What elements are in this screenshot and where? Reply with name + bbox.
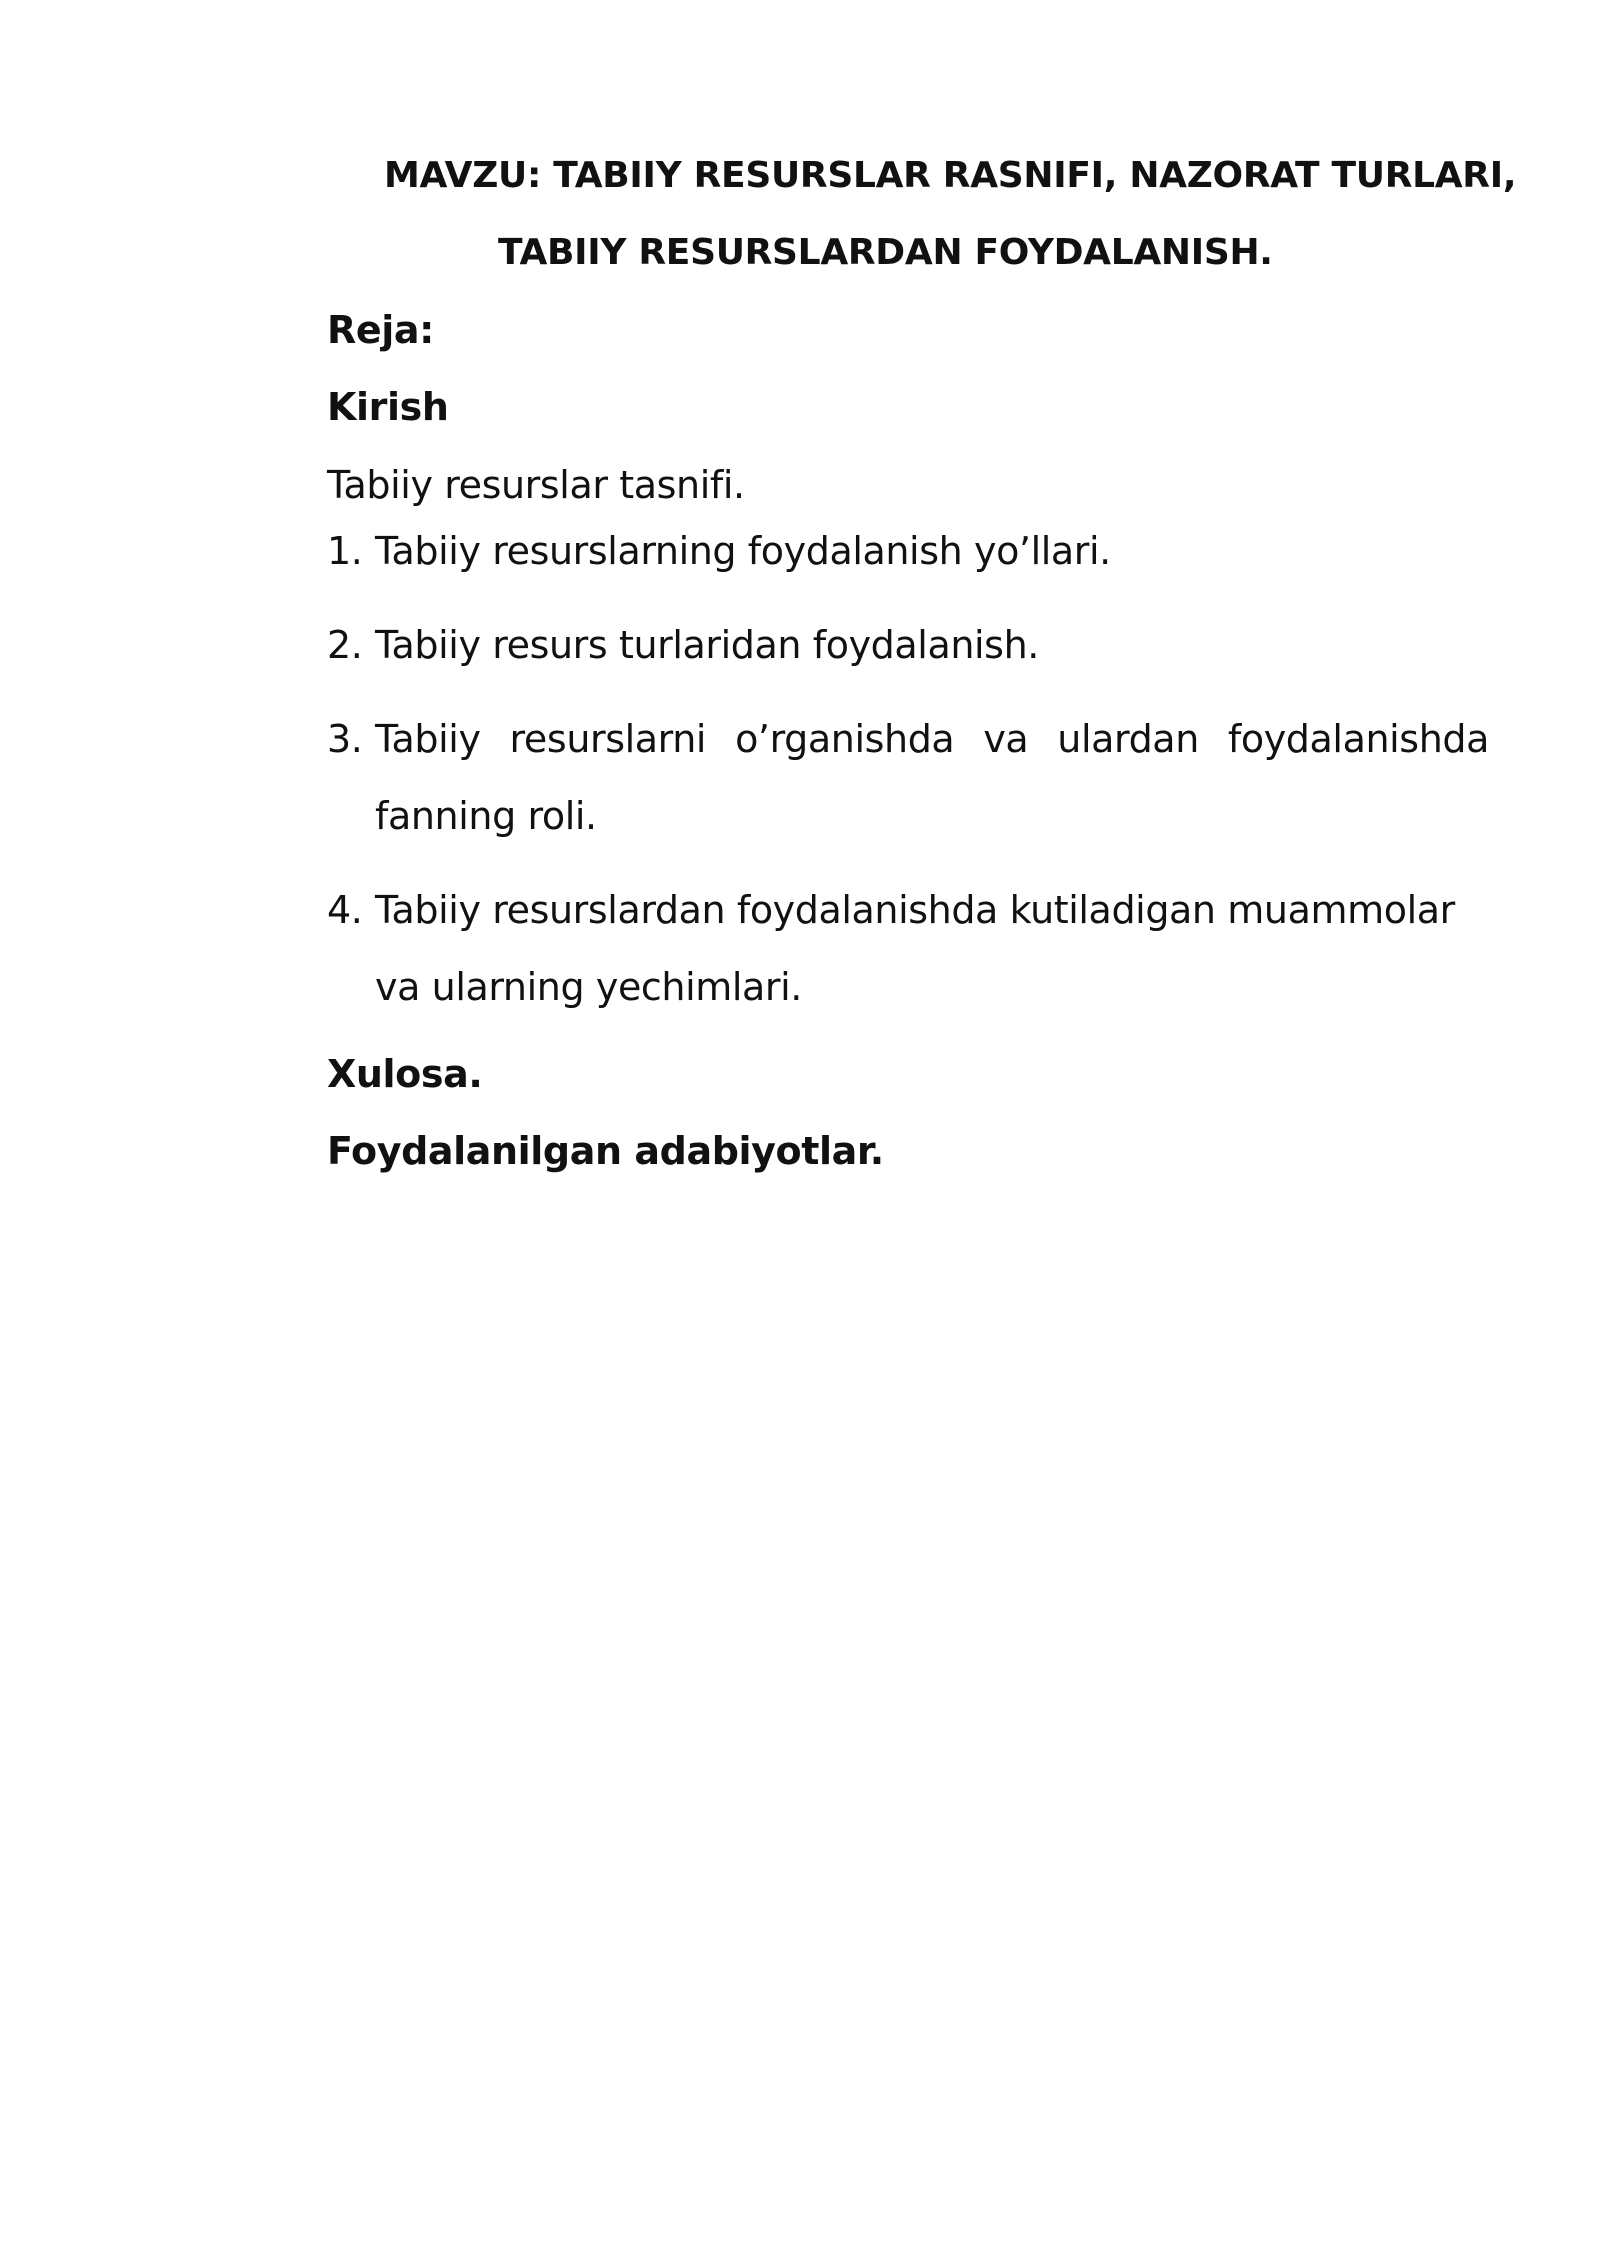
list-item-number: 2. (327, 623, 363, 667)
conclusion-label: Xulosa. (327, 1052, 483, 1096)
list-item-text: Tabiiy resurslardan foydalanishda kutiladigan muammolar va ularning yechimlari. (375, 888, 1455, 1009)
intro-label: Kirish (327, 385, 449, 429)
list-item-number: 1. (327, 529, 363, 573)
title-line-1: MAVZU: TABIIY RESURSLAR RASNIFI, NAZORAT TURLARI, (384, 155, 1517, 196)
intro-text: Tabiiy resurslar tasnifi. (327, 463, 745, 507)
list-item-text: Tabiiy resurs turlaridan foydalanish. (375, 623, 1039, 667)
list-item-text: Tabiiy resurslarning foydalanish yo’llari. (375, 529, 1111, 573)
references-label: Foydalanilgan adabiyotlar. (327, 1129, 884, 1173)
list-item-text: Tabiiy resurslarni o’rganishda va ulardan foydalanishda fanning roli. (375, 717, 1489, 838)
plan-heading: Reja: (327, 308, 434, 352)
title-line-2: TABIIY RESURSLARDAN FOYDALANISH. (498, 232, 1273, 273)
list-item-number: 3. (327, 717, 363, 761)
list-item-number: 4. (327, 888, 363, 932)
